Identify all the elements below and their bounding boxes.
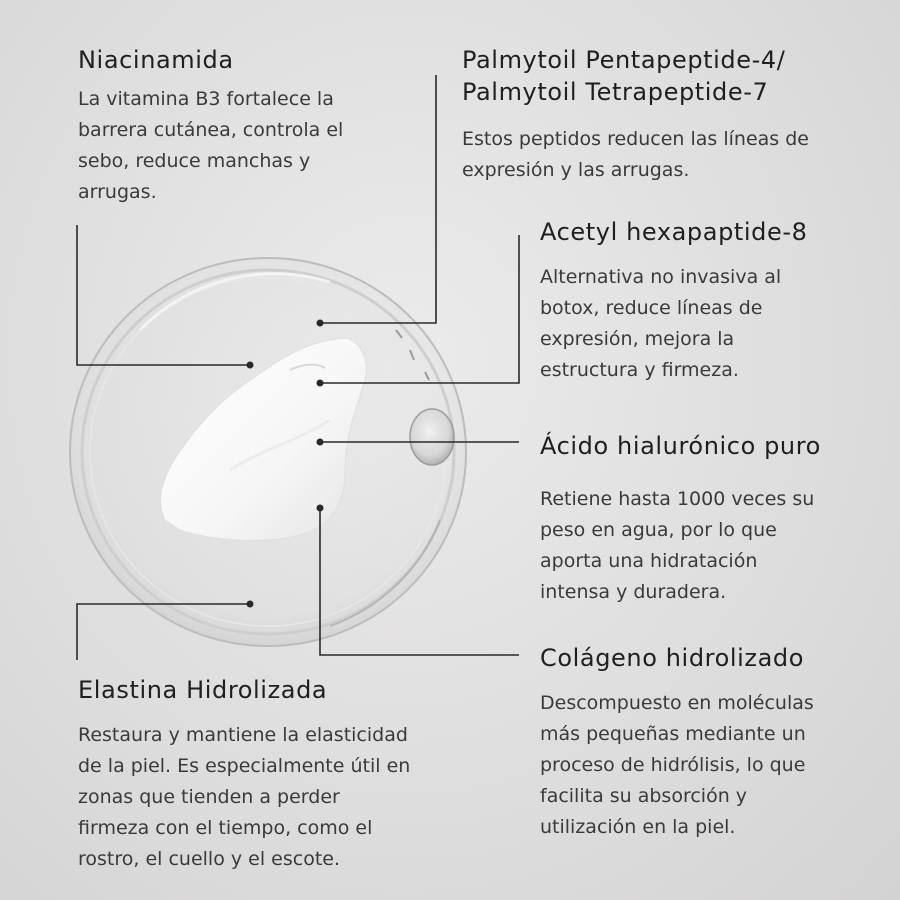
ingredient-description: Alternativa no invasiva al botox, reduce líneas de expresión, mejora la estructura y firmeza. (540, 266, 782, 381)
ingredient-description: La vitamina B3 fortalece la barrera cutánea, controla el sebo, reduce manchas y arrugas. (78, 88, 344, 203)
ingredient-title: Ácido hialurónico puro (540, 432, 821, 460)
ingredient-hialuronico (540, 430, 890, 608)
ingredient-title: Elastina Hidrolizada (78, 676, 328, 704)
dot-colageno (317, 505, 324, 512)
dot-hialuronico (317, 439, 324, 446)
ingredient-peptides (462, 44, 892, 186)
dot-niacinamida (247, 362, 254, 369)
ingredient-description: Retiene hasta 1000 veces su peso en agua, por lo que aporta una hidratación intensa y duradera. (540, 488, 815, 603)
ingredient-title: Colágeno hidrolizado (540, 644, 805, 672)
ingredient-description: Descompuesto en moléculas más pequeñas mediante un proceso de hidrólisis, lo que facilita su absorción y utilización en la piel. (540, 692, 814, 838)
ingredient-niacinamida (78, 44, 398, 208)
ingredient-title: Niacinamida (78, 46, 234, 74)
dot-peptides (317, 320, 324, 327)
bubble (410, 409, 454, 465)
ingredient-description: Restaura y mantiene la elasticidad de la piel. Es especialmente útil en zonas que tienden a perder firmeza con el tiempo, como el rostro, el cuello y el escote. (78, 724, 411, 870)
dot-elastina (247, 601, 254, 608)
dot-acetyl (317, 380, 324, 387)
ingredient-description: Estos peptidos reducen las líneas de expresión y las arrugas. (462, 128, 809, 181)
ingredient-acetyl (540, 216, 890, 386)
ingredient-title: Acetyl hexapaptide-8 (540, 218, 808, 246)
ingredient-elastina (78, 674, 498, 875)
ingredient-colageno (540, 642, 890, 843)
ingredient-title: Palmytoil Pentapeptide-4/ Palmytoil Tetrapeptide-7 (462, 46, 786, 106)
